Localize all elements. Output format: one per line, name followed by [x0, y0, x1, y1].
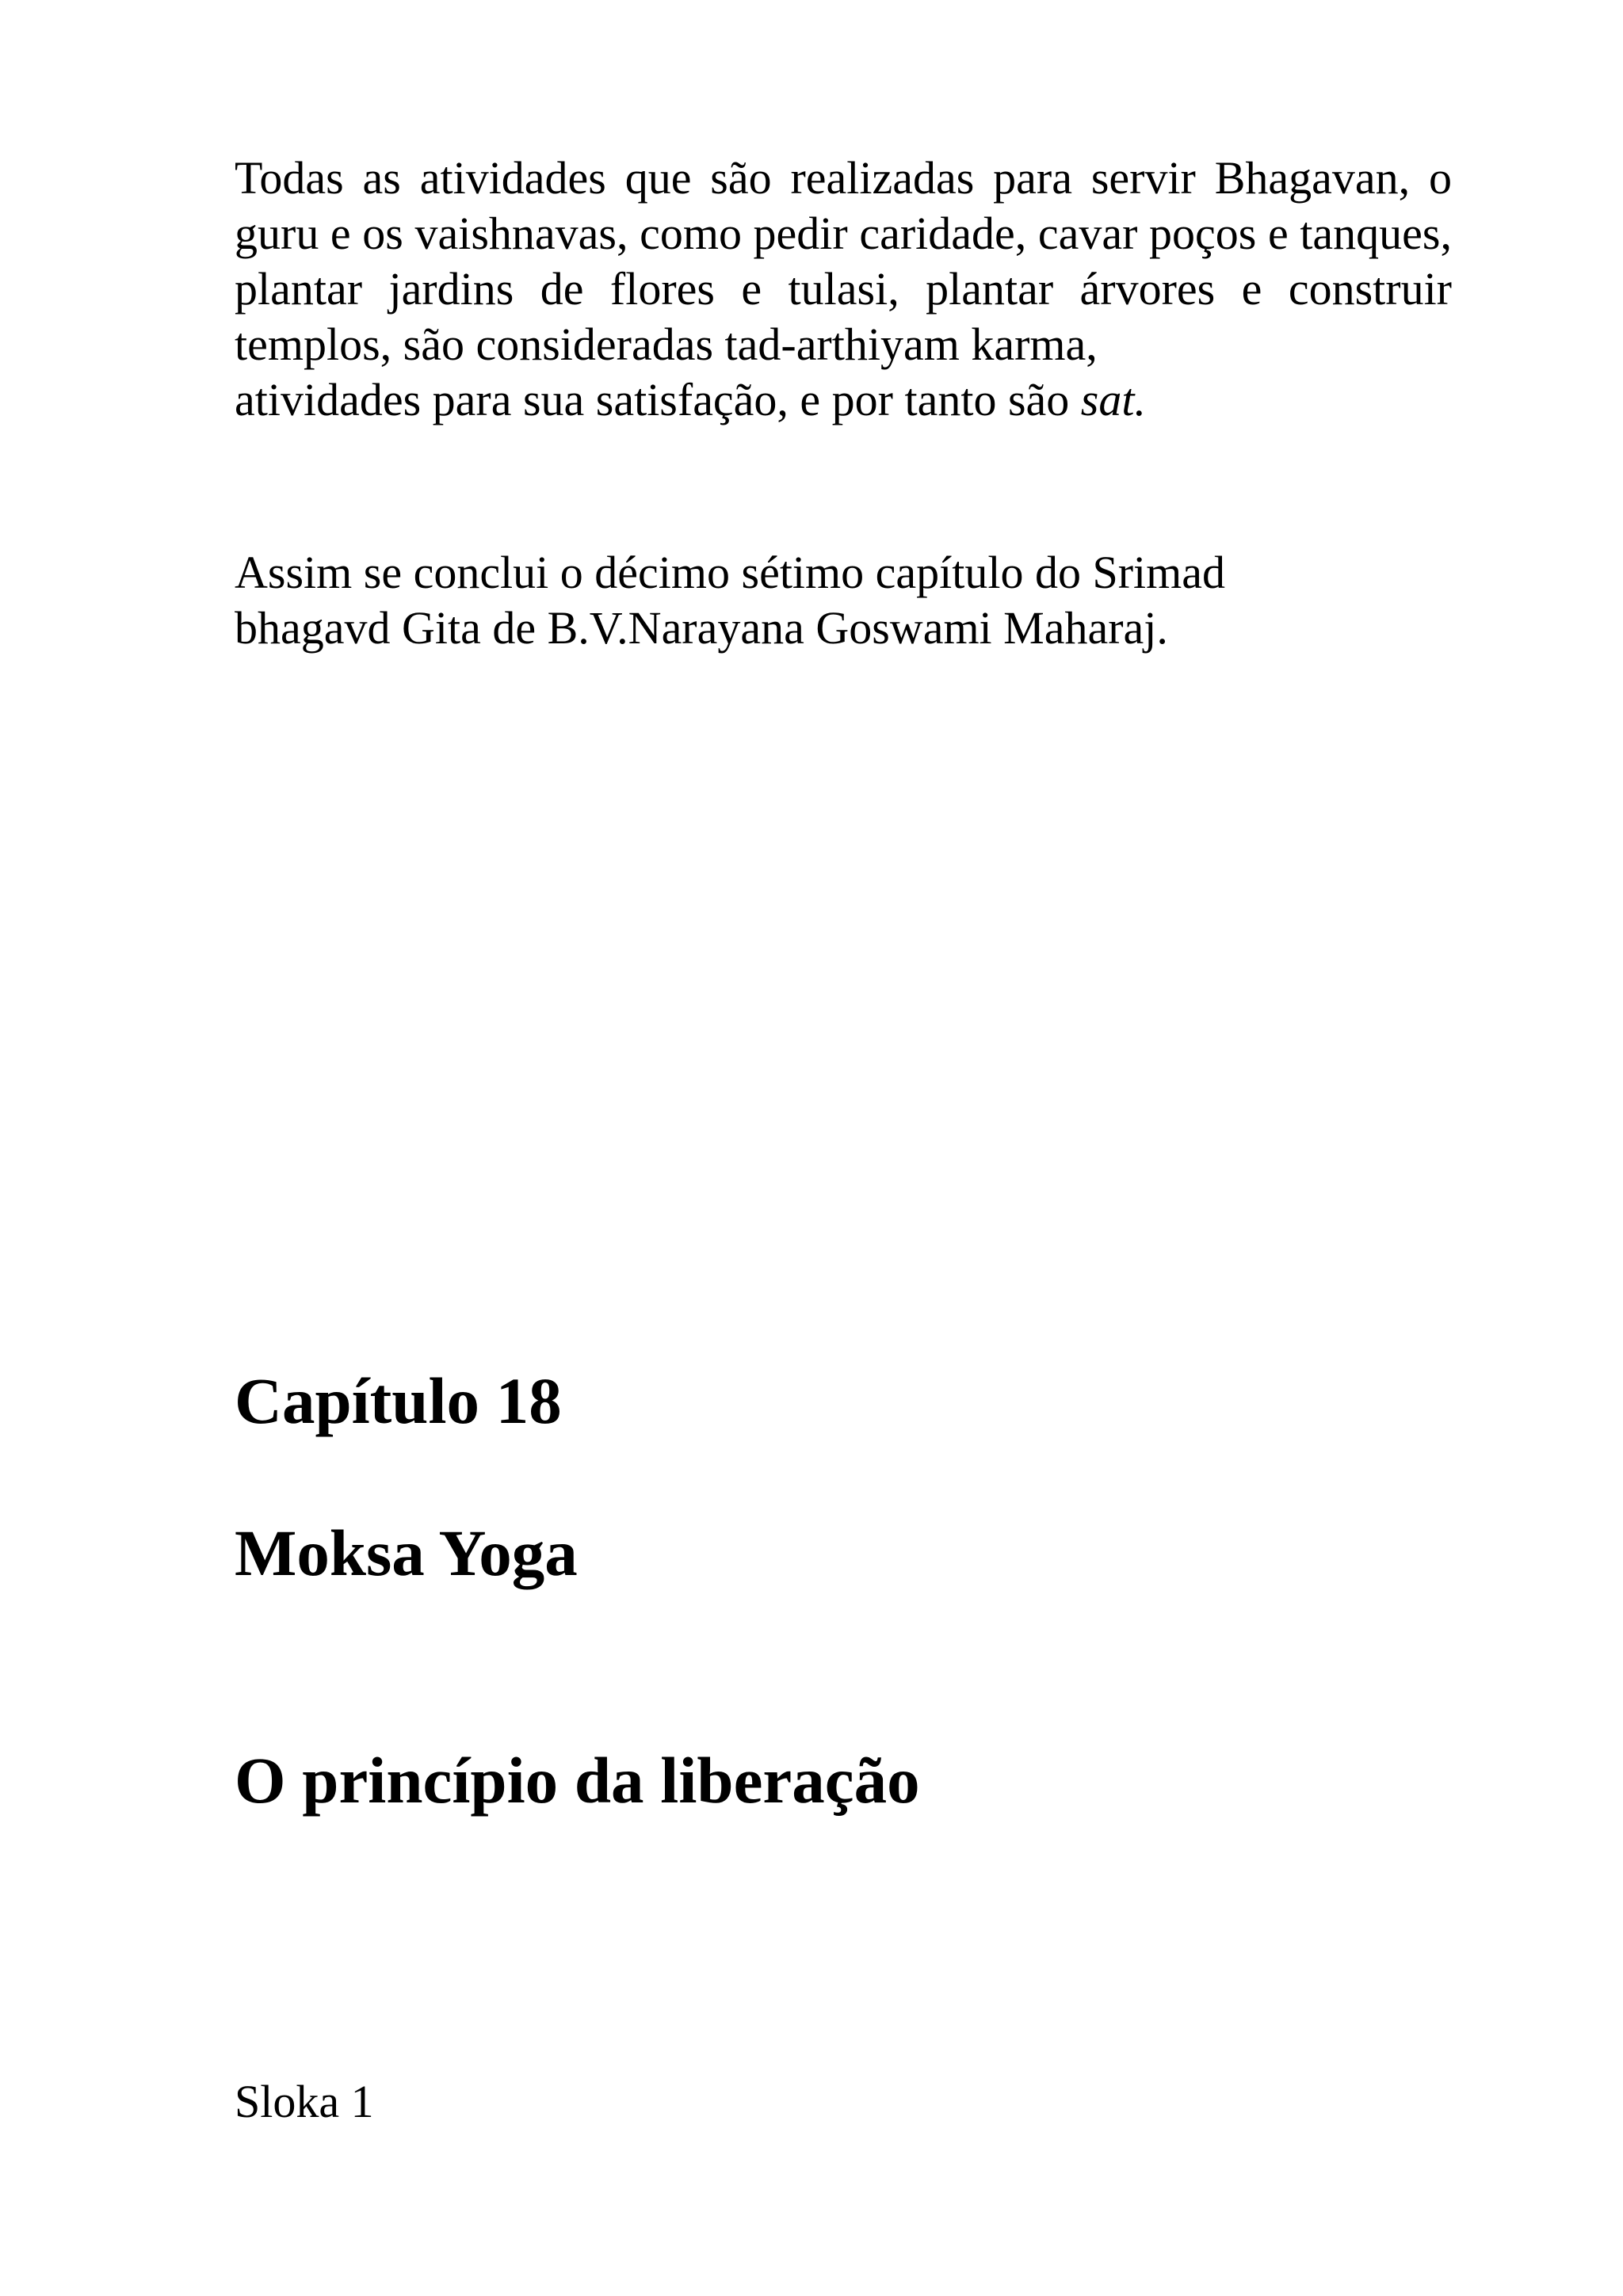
- paragraph-conclusion-last-line: bhagavd Gita de B.V.Narayana Goswami Maharaj.: [235, 602, 1168, 654]
- paragraph-activities-body: Todas as atividades que são realizadas para servir Bhagavan, o guru e os vaishnavas, como pedir caridade, cavar poços e tanques, plantar jardins de flores e tulasi, plantar árvores e construir templos, são consideradas tad-arthiyam karma,: [235, 152, 1452, 370]
- paragraph-activities-last-line: [235, 372, 1452, 428]
- chapter-heading: Capítulo 18: [235, 1364, 562, 1437]
- chapter-name: Moksa Yoga: [235, 1516, 578, 1589]
- chapter-subtitle: O princípio da liberação: [235, 1744, 920, 1817]
- paragraph-conclusion-body: Assim se conclui o décimo sétimo capítulo do Srimad: [235, 547, 1226, 598]
- italic-sat: sat.: [1080, 374, 1146, 425]
- paragraph-activities-last-line-text: atividades para sua satisfação, e por tanto são: [235, 374, 1081, 425]
- paragraph-activities: [235, 151, 1452, 428]
- sloka-label: Sloka 1: [235, 2076, 374, 2127]
- paragraph-conclusion: [235, 545, 1452, 656]
